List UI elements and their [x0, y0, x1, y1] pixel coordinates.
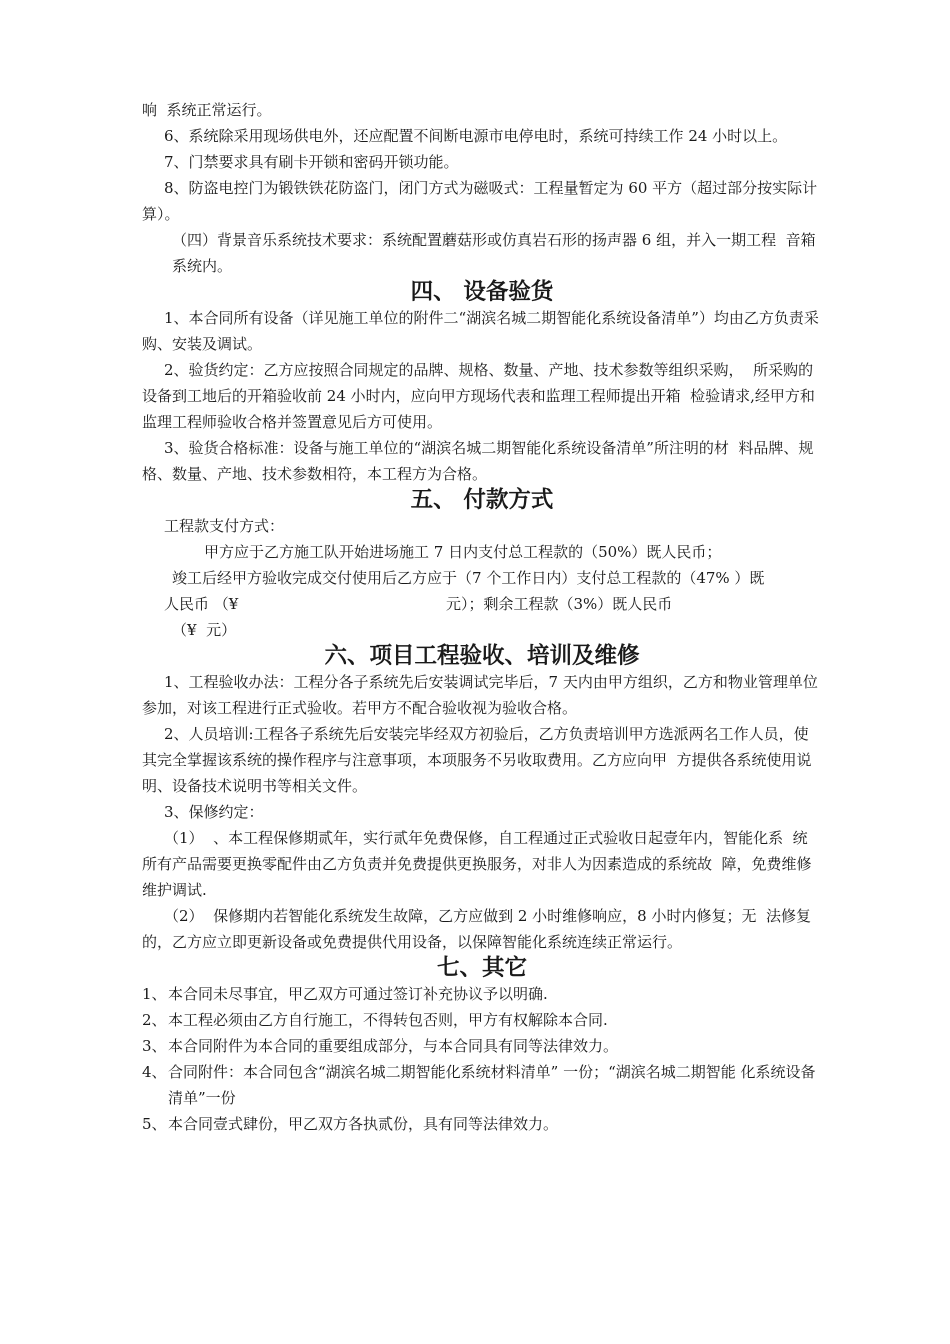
- list-item-text: 本合同壹式肆份，甲乙双方各执贰份，具有同等法律效力。: [168, 1115, 559, 1133]
- payment-yuan-blank: （¥ 元）: [172, 621, 237, 639]
- paragraph-payment-second: 竣工后经甲方验收完成交付使用后乙方应于（7 个工作日内）支付总工程款的（47% ）既: [172, 569, 765, 587]
- payment-remaining-label: 元）；剩余工程款（3%）既人民币: [446, 595, 673, 613]
- list-item-number: 1、: [142, 985, 167, 1003]
- list-item-number: 5、: [142, 1115, 167, 1133]
- list-item: [142, 1111, 822, 1137]
- paragraph-training-2: 2、人员培训:工程各子系统先后安装完毕经双方初验后，乙方负责培训甲方选派两名工作人员，使其完全掌握该系统的操作程序与注意事项，本项服务不另收取费用。乙方应向甲 方提供各系统使用说明、设备技术说明书等相关文件。: [142, 725, 812, 795]
- list-item-number: 3、: [142, 1037, 167, 1055]
- list-item: [142, 1059, 822, 1111]
- other-terms-list: [142, 981, 822, 1137]
- paragraph-background-music: [142, 227, 822, 279]
- list-item: [142, 981, 822, 1007]
- payment-amount-row: [142, 591, 822, 617]
- paragraph-inspection-3: 3、验货合格标准：设备与施工单位的“湖滨名城二期智能化系统设备清单”所注明的材 料品牌、规格、数量、产地、技术参数相符，本工程方为合格。: [142, 439, 814, 483]
- paragraph-payment-first: 甲方应于乙方施工队开始进场施工 7 日内支付总工程款的（50%）既人民币；: [204, 543, 722, 561]
- section-title-other: 七、其它: [436, 955, 527, 981]
- section-title-acceptance-training: 六、项目工程验收、培训及维修: [324, 643, 640, 669]
- section-title-payment: 五、 付款方式: [410, 487, 554, 513]
- paragraph-background-music-text: （四）背景音乐系统技术要求：系统配置蘑菇形或仿真岩石形的扬声器 6 组，并入一期工程 音箱系统内。: [172, 231, 816, 275]
- list-item-number: 4、: [142, 1063, 167, 1081]
- paragraph-warranty-sub-1: （1） 、本工程保修期贰年，实行贰年免费保修，自工程通过正式验收日起壹年内，智能化系 统所有产品需要更换零配件由乙方负责并免费提供更换服务，对非人为因素造成的系统故 障，免费维修维护调试.: [142, 829, 812, 899]
- list-item-text: 合同附件：本合同包含“湖滨名城二期智能化系统材料清单” 一份；“湖滨名城二期智能 化系统设备清单”一份: [168, 1063, 816, 1107]
- list-item: [142, 1007, 822, 1033]
- paragraph-continuation: 响 系统正常运行。: [142, 101, 272, 119]
- document-page: [142, 97, 822, 1137]
- list-item-text: 本合同未尽事宜，甲乙双方可通过签订补充协议予以明确.: [168, 985, 548, 1003]
- list-item: [142, 1033, 822, 1059]
- payment-rmb-label: 人民币 （¥: [164, 595, 239, 613]
- paragraph-inspection-1: 1、本合同所有设备（详见施工单位的附件二“湖滨名城二期智能化系统设备清单”）均由乙方负责采购、安装及调试。: [142, 309, 819, 353]
- list-item-text: 本工程必须由乙方自行施工，不得转包否则，甲方有权解除本合同.: [168, 1011, 608, 1029]
- paragraph-warranty-sub-2: （2） 保修期内若智能化系统发生故障，乙方应做到 2 小时维修响应，8 小时内修复；无 法修复的，乙方应立即更新设备或免费提供代用设备，以保障智能化系统连续正常运行。: [142, 907, 812, 951]
- paragraph-warranty-3: 3、保修约定：: [164, 803, 264, 821]
- paragraph-acceptance-1: 1、工程验收办法：工程分各子系统先后安装调试完毕后，7 天内由甲方组织，乙方和物业管理单位参加，对该工程进行正式验收。若甲方不配合验收视为验收合格。: [142, 673, 818, 717]
- list-item-number: 2、: [142, 1011, 167, 1029]
- paragraph-item-8: 8、防盗电控门为锻铁铁花防盗门，闭门方式为磁吸式：工程量暂定为 60 平方（超过部分按实际计算）。: [142, 179, 818, 223]
- paragraph-item-6: 6、系统除采用现场供电外，还应配置不间断电源市电停电时，系统可持续工作 24 小时以上。: [164, 127, 788, 145]
- section-title-equipment-inspection: 四、 设备验货: [410, 279, 554, 305]
- paragraph-payment-method: 工程款支付方式：: [164, 517, 285, 535]
- paragraph-inspection-2: 2、验货约定：乙方应按照合同规定的品牌、规格、数量、产地、技术参数等组织采购， 所采购的设备到工地后的开箱验收前 24 小时内，应向甲方现场代表和监理工程师提出开箱 检验请求,经甲方和监理工程师验收合格并签置意见后方可使用。: [142, 361, 815, 431]
- list-item-text: 本合同附件为本合同的重要组成部分，与本合同具有同等法律效力。: [168, 1037, 619, 1055]
- paragraph-item-7: 7、门禁要求具有刷卡开锁和密码开锁功能。: [164, 153, 459, 171]
